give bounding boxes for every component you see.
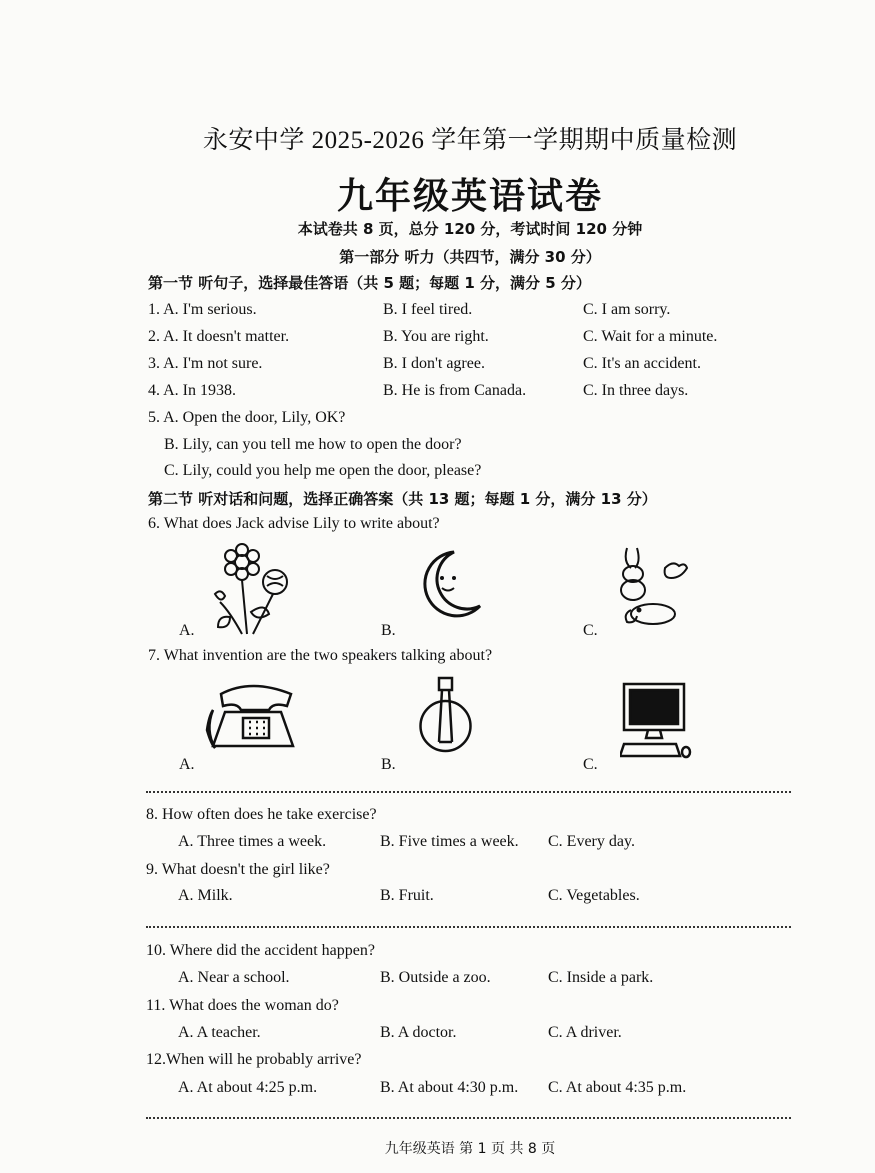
q12-option-b: B. At about 4:30 p.m. (380, 1079, 519, 1096)
q6-option-a: A. (179, 622, 195, 639)
q10-option-a: A. Near a school. (178, 969, 290, 986)
divider (146, 926, 791, 928)
q4-option-a: 4. A. In 1938. (148, 382, 236, 399)
q6-question: 6. What does Jack advise Lily to write about? (148, 515, 440, 532)
q1-option-a: 1. A. I'm serious. (148, 301, 257, 318)
q6-option-b: B. (381, 622, 396, 639)
q4-option-b: B. He is from Canada. (383, 382, 527, 399)
flowers-icon (205, 542, 300, 637)
section1-heading: 第一节 听句子，选择最佳答语（共 5 题；每题 1 分，满分 5 分） (148, 274, 591, 292)
q1-option-b: B. I feel tired. (383, 301, 473, 318)
q10-option-b: B. Outside a zoo. (380, 969, 491, 986)
q3-option-c: C. It's an accident. (583, 355, 701, 372)
q10-option-c: C. Inside a park. (548, 969, 654, 986)
light-bulb-icon (418, 676, 473, 760)
q2-option-b: B. You are right. (383, 328, 489, 345)
q7-option-a: A. (179, 756, 195, 773)
q8-option-b: B. Five times a week. (380, 833, 519, 850)
q1-option-c: C. I am sorry. (583, 301, 671, 318)
q12-option-c: C. At about 4:35 p.m. (548, 1079, 687, 1096)
moon-icon (418, 548, 484, 620)
q9-option-a: A. Milk. (178, 887, 233, 904)
q11-option-c: C. A driver. (548, 1024, 622, 1041)
part-heading: 第一部分 听力（共四节，满分 30 分） (339, 248, 601, 266)
q7-option-c: C. (583, 756, 598, 773)
q9-option-c: C. Vegetables. (548, 887, 640, 904)
q12-question: 12.When will he probably arrive? (146, 1051, 362, 1068)
q9-option-b: B. Fruit. (380, 887, 434, 904)
animals-icon (615, 544, 690, 632)
page-title: 九年级英语试卷 (336, 176, 603, 217)
q2-option-c: C. Wait for a minute. (583, 328, 718, 345)
section2-heading: 第二节 听对话和问题，选择正确答案（共 13 题；每题 1 分，满分 13 分） (148, 490, 657, 508)
q5-option-b: B. Lily, can you tell me how to open the door? (164, 436, 462, 453)
q7-option-b: B. (381, 756, 396, 773)
q9-question: 9. What doesn't the girl like? (146, 861, 330, 878)
q5-option-a: 5. A. Open the door, Lily, OK? (148, 409, 346, 426)
q3-option-a: 3. A. I'm not sure. (148, 355, 263, 372)
divider (146, 791, 791, 793)
computer-icon (620, 682, 692, 760)
q6-option-c: C. (583, 622, 598, 639)
exam-info: 本试卷共 8 页，总分 120 分，考试时间 120 分钟 (297, 220, 643, 238)
q12-option-a: A. At about 4:25 p.m. (178, 1079, 318, 1096)
q11-option-a: A. A teacher. (178, 1024, 261, 1041)
telephone-icon (203, 680, 303, 752)
q2-option-a: 2. A. It doesn't matter. (148, 328, 290, 345)
q11-question: 11. What does the woman do? (146, 997, 339, 1014)
q5-option-c: C. Lily, could you help me open the door, please? (164, 462, 482, 479)
q7-question: 7. What invention are the two speakers talking about? (148, 647, 493, 664)
q8-option-a: A. Three times a week. (178, 833, 327, 850)
page-footer: 九年级英语 第 1 页 共 8 页 (384, 1141, 556, 1157)
q3-option-b: B. I don't agree. (383, 355, 485, 372)
q8-option-c: C. Every day. (548, 833, 635, 850)
q8-question: 8. How often does he take exercise? (146, 806, 377, 823)
q4-option-c: C. In three days. (583, 382, 689, 399)
school-title: 永安中学 2025-2026 学年第一学期期中质量检测 (202, 127, 738, 154)
divider (146, 1117, 791, 1119)
q11-option-b: B. A doctor. (380, 1024, 457, 1041)
q10-question: 10. Where did the accident happen? (146, 942, 375, 959)
